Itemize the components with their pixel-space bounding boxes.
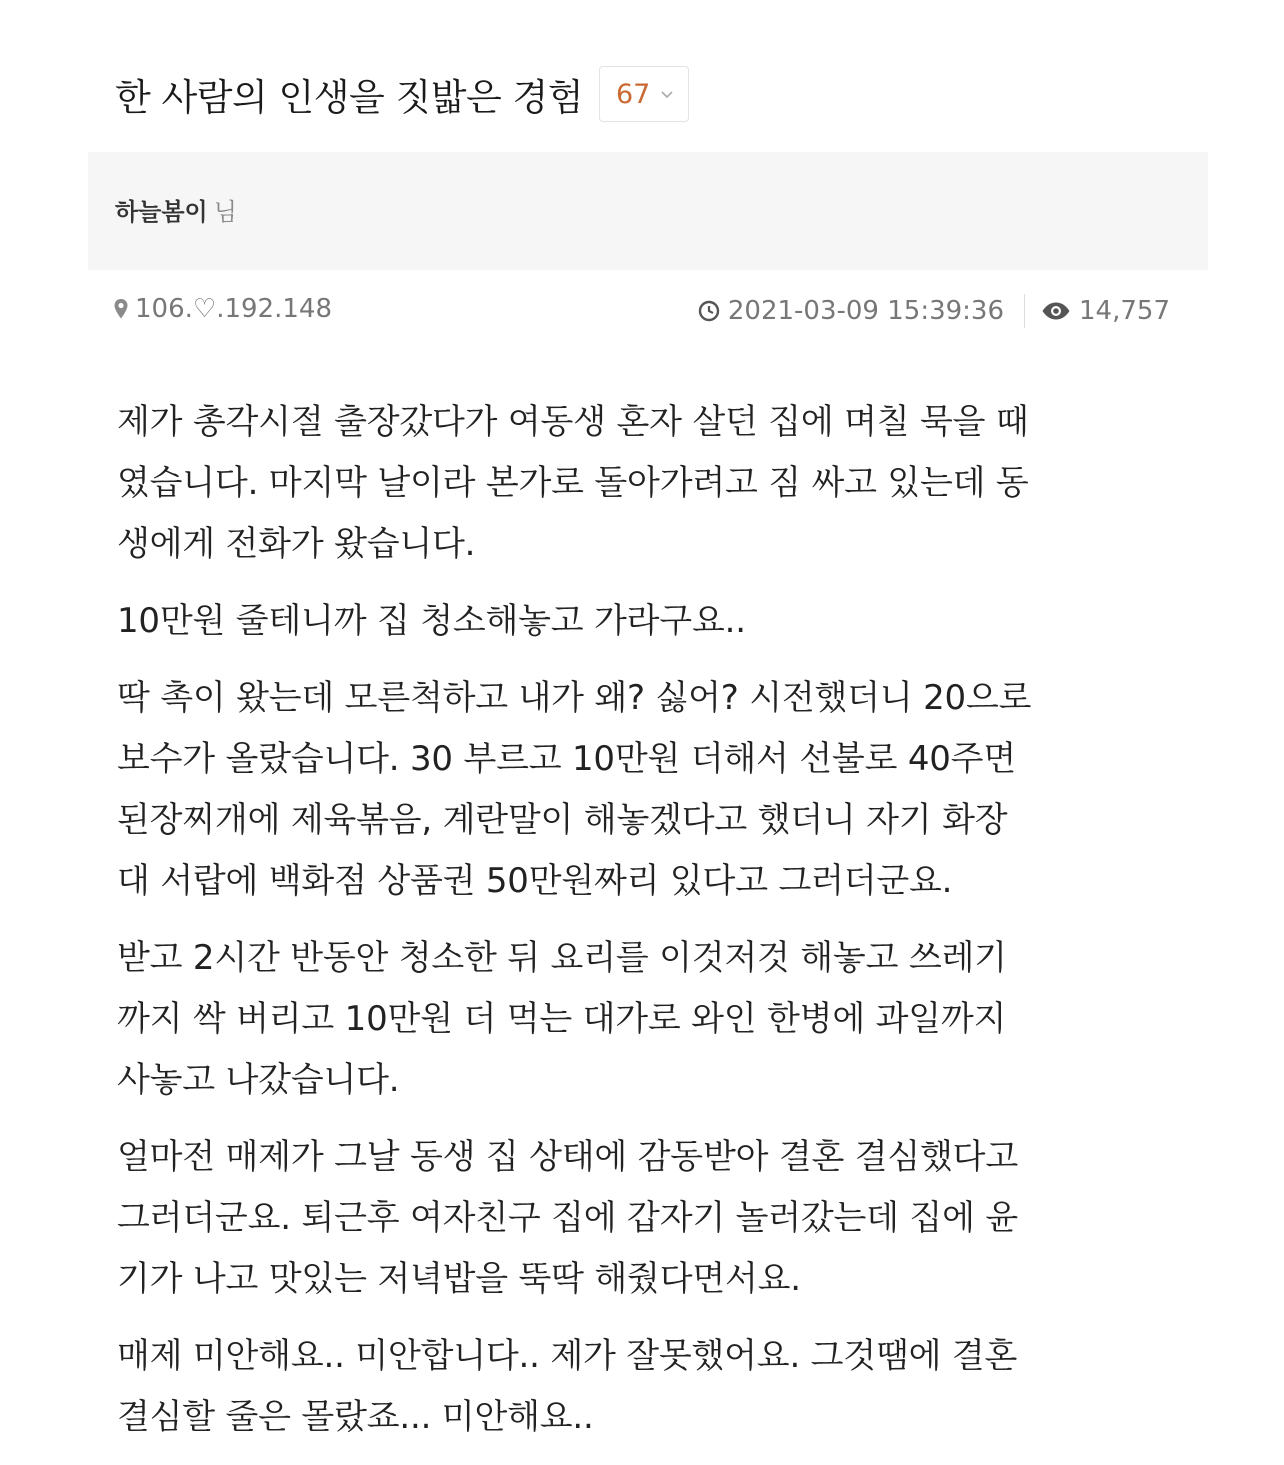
body-line: 된장찌개에 제육볶음, 계란말이 해놓겠다고 했더니 자기 화장 bbox=[117, 800, 1008, 840]
body-line: 매제 미안해요.. 미안합니다.. 제가 잘못했어요. 그것땜에 결혼 bbox=[117, 1336, 1018, 1376]
post-meta bbox=[113, 286, 1170, 332]
map-pin-icon bbox=[113, 298, 129, 320]
post-title: 한 사람의 인생을 짓밟은 경험 bbox=[115, 76, 583, 119]
body-line: 기가 나고 맛있는 저녁밥을 뚝딱 해줬다면서요. bbox=[117, 1259, 801, 1299]
body-line: 생에게 전화가 왔습니다. bbox=[117, 524, 476, 564]
post-paragraph bbox=[117, 928, 1177, 1111]
body-line: 대 서랍에 백화점 상품권 50만원짜리 있다고 그러더군요. bbox=[117, 861, 953, 901]
body-line: 그러더군요. 퇴근후 여자친구 집에 갑자기 놀러갔는데 집에 윤 bbox=[117, 1198, 1018, 1238]
post-paragraph bbox=[117, 1326, 1177, 1448]
eye-icon bbox=[1041, 301, 1071, 321]
post-paragraph bbox=[117, 591, 1177, 652]
author-name[interactable]: 하늘봄이 bbox=[115, 198, 208, 226]
body-line: 제가 총각시절 출장갔다가 여동생 혼자 살던 집에 며칠 묵을 때 bbox=[117, 402, 1029, 442]
post-header bbox=[115, 62, 689, 126]
post-paragraph bbox=[117, 668, 1177, 912]
ip-address bbox=[113, 294, 332, 324]
ip-address-text: 106.♡.192.148 bbox=[135, 294, 332, 324]
body-line: 10만원 줄테니까 집 청소해놓고 가라구요.. bbox=[117, 601, 746, 641]
body-line: 받고 2시간 반동안 청소한 뒤 요리를 이것저것 해놓고 쓰레기 bbox=[117, 938, 1007, 978]
body-line: 였습니다. 마지막 날이라 본가로 돌아가려고 짐 싸고 있는데 동 bbox=[117, 463, 1029, 503]
chevron-down-icon bbox=[660, 87, 674, 101]
view-count-text: 14,757 bbox=[1079, 296, 1170, 326]
body-line: 딱 촉이 왔는데 모른척하고 내가 왜? 싫어? 시전했더니 20으로 bbox=[117, 678, 1032, 718]
comment-count: 67 bbox=[615, 78, 651, 110]
post-paragraph bbox=[117, 392, 1177, 575]
view-count bbox=[1041, 296, 1170, 326]
post-datetime bbox=[698, 296, 1004, 326]
comment-count-button[interactable] bbox=[599, 66, 689, 122]
body-line: 결심할 줄은 몰랐죠... 미안해요.. bbox=[117, 1397, 594, 1437]
meta-divider bbox=[1024, 294, 1025, 328]
author-bar bbox=[88, 152, 1208, 270]
post-datetime-text: 2021-03-09 15:39:36 bbox=[727, 296, 1005, 326]
clock-icon bbox=[698, 300, 720, 322]
post-stats bbox=[698, 294, 1170, 328]
body-line: 보수가 올랐습니다. 30 부르고 10만원 더해서 선불로 40주면 bbox=[117, 739, 1016, 779]
body-line: 까지 싹 버리고 10만원 더 먹는 대가로 와인 한병에 과일까지 bbox=[117, 999, 1007, 1039]
author[interactable] bbox=[115, 192, 237, 227]
post-body bbox=[117, 392, 1177, 1464]
body-line: 얼마전 매제가 그날 동생 집 상태에 감동받아 결혼 결심했다고 bbox=[117, 1137, 1018, 1177]
post-paragraph bbox=[117, 1127, 1177, 1310]
author-honorific: 님 bbox=[213, 198, 237, 226]
body-line: 사놓고 나갔습니다. bbox=[117, 1060, 400, 1100]
